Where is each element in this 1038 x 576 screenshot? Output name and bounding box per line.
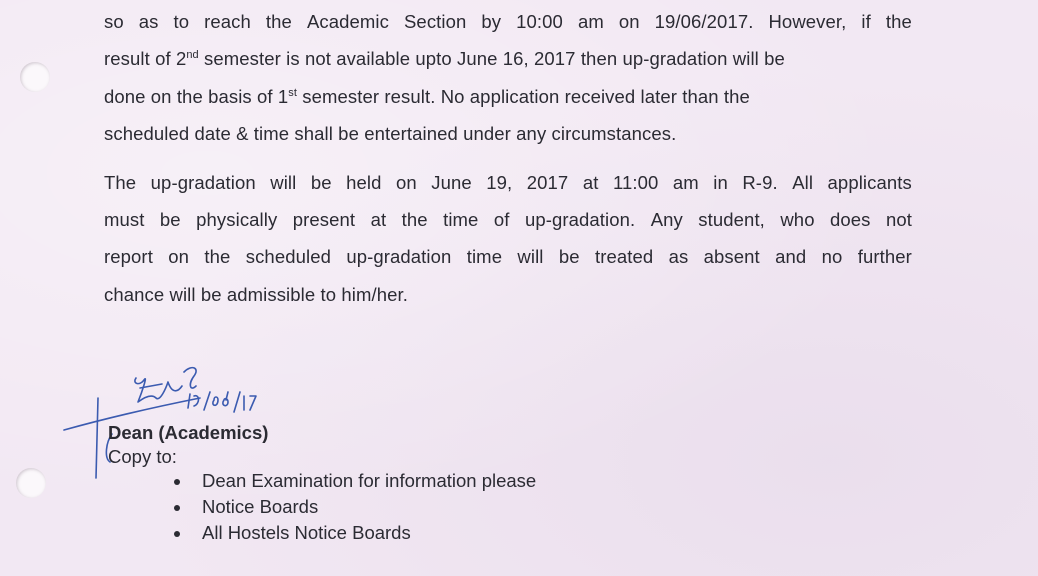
word: of <box>493 209 510 230</box>
paragraph1-line4-text: scheduled date & time shall be entertained under any circumstances. <box>104 123 677 144</box>
word: who <box>780 209 815 230</box>
copy-to-label: Copy to: <box>108 446 177 467</box>
word: the <box>885 11 912 32</box>
word: in <box>713 172 728 193</box>
word: on <box>395 172 417 193</box>
word: up-gradation <box>346 246 452 267</box>
signature-stroke <box>135 378 182 402</box>
paragraph2-line3 <box>104 246 912 268</box>
word: time <box>443 209 479 230</box>
handwritten-date-strokes <box>188 392 256 412</box>
word: on <box>618 11 640 32</box>
word: further <box>857 246 912 267</box>
word: 19/06/2017. <box>654 11 754 32</box>
word: so <box>104 11 124 32</box>
word: held <box>346 172 382 193</box>
word: scheduled <box>245 246 331 267</box>
word: at <box>582 172 599 193</box>
ordinal-suffix: st <box>288 86 298 99</box>
word: by <box>481 11 502 32</box>
word: reach <box>204 11 251 32</box>
word: if <box>861 11 871 32</box>
word: 19, <box>486 172 513 193</box>
paragraph1-line2 <box>104 48 912 70</box>
word: at <box>370 209 387 230</box>
paragraph2-line2 <box>104 209 912 231</box>
word: applicants <box>827 172 912 193</box>
word: treated <box>594 246 654 267</box>
paragraph1-line4 <box>104 123 912 145</box>
word: to <box>173 11 190 32</box>
word: am <box>577 11 604 32</box>
word: R-9. <box>742 172 778 193</box>
paragraph1-line1 <box>104 11 912 33</box>
word: the <box>204 246 231 267</box>
word: Section <box>403 11 467 32</box>
word: am <box>672 172 699 193</box>
paragraph2-line4-text: chance will be admissible to him/her. <box>104 284 408 305</box>
word: Academic <box>306 11 389 32</box>
word: on <box>168 246 190 267</box>
ordinal-suffix: nd <box>186 48 199 61</box>
word: the <box>401 209 428 230</box>
list-item: All Hostels Notice Boards <box>170 520 536 546</box>
word: 10:00 <box>516 11 563 32</box>
word: will <box>517 246 544 267</box>
word: present <box>292 209 356 230</box>
word: and <box>775 246 807 267</box>
word: must <box>104 209 145 230</box>
word: physically <box>196 209 278 230</box>
word: no <box>821 246 843 267</box>
word: up-gradation <box>150 172 256 193</box>
word: will <box>270 172 297 193</box>
word: up-gradation. <box>524 209 636 230</box>
paragraph1-line3-pre: done on the basis of 1 <box>104 86 289 107</box>
paragraph1-line3-post: semester result. No application received later than the <box>297 86 750 107</box>
paragraph1-line3 <box>104 86 912 108</box>
list-item: Notice Boards <box>170 494 536 520</box>
word: as <box>138 11 159 32</box>
punch-hole-bottom <box>16 468 46 498</box>
word: time <box>466 246 503 267</box>
copy-to-list <box>170 468 536 546</box>
word: not <box>885 209 912 230</box>
word: be <box>558 246 580 267</box>
word: All <box>792 172 814 193</box>
paragraph2-line1 <box>104 172 912 194</box>
word: report <box>104 246 153 267</box>
word: be <box>159 209 181 230</box>
paragraph1-line2-post: semester is not available upto June 16, 2017 then up-gradation will be <box>198 48 785 69</box>
word: as <box>668 246 689 267</box>
word: 2017 <box>526 172 569 193</box>
signature-stroke <box>96 398 98 478</box>
paragraph2-line4 <box>104 284 912 306</box>
word: absent <box>703 246 760 267</box>
list-item: Dean Examination for information please <box>170 468 536 494</box>
word: The <box>104 172 137 193</box>
word: the <box>265 11 292 32</box>
word: However, <box>768 11 847 32</box>
signatory-designation: Dean (Academics) <box>108 422 269 443</box>
word: student, <box>698 209 765 230</box>
word: be <box>310 172 332 193</box>
punch-hole-top <box>20 62 50 92</box>
word: June <box>431 172 472 193</box>
word: Any <box>650 209 683 230</box>
word: 11:00 <box>612 172 659 193</box>
signature-stroke <box>184 368 196 388</box>
word: does <box>830 209 871 230</box>
paragraph1-line2-pre: result of 2 <box>104 48 187 69</box>
